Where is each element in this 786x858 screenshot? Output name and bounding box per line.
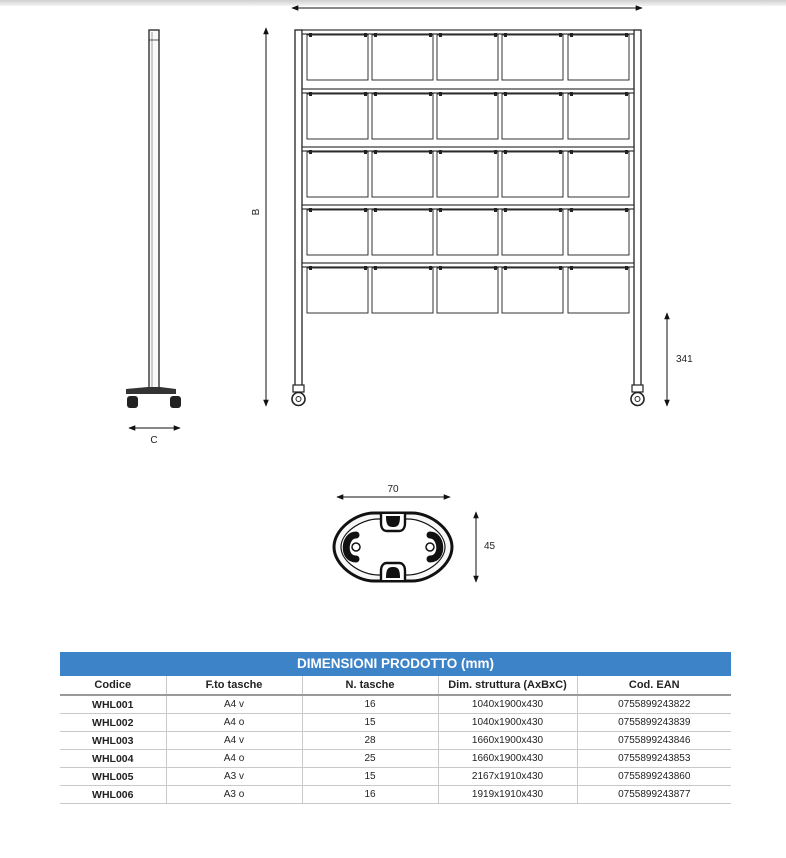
display-pocket xyxy=(502,35,563,80)
cell-numero: 15 xyxy=(302,768,438,786)
pocket-clip xyxy=(439,266,442,270)
cell-numero: 28 xyxy=(302,732,438,750)
cell-formato: A3 v xyxy=(166,768,302,786)
cell-ean: 0755899243839 xyxy=(577,714,731,732)
display-pocket xyxy=(372,268,433,313)
table-row xyxy=(60,714,731,732)
cell-codice: WHL004 xyxy=(60,750,166,768)
dim-wheel-height-label: 341 xyxy=(676,354,693,365)
cell-codice: WHL005 xyxy=(60,768,166,786)
pocket-clip xyxy=(374,33,377,37)
pocket-clip xyxy=(570,92,573,96)
display-pocket xyxy=(307,152,368,197)
cell-codice: WHL002 xyxy=(60,714,166,732)
profile-section xyxy=(334,484,496,582)
front-view xyxy=(292,30,644,406)
display-pocket xyxy=(372,35,433,80)
cell-dimensioni: 1660x1900x430 xyxy=(438,732,577,750)
dim-b-label: B xyxy=(251,208,262,216)
side-base xyxy=(126,387,176,394)
table-row xyxy=(60,768,731,786)
display-pocket xyxy=(437,35,498,80)
display-pocket xyxy=(437,152,498,197)
display-pocket xyxy=(307,94,368,139)
cell-formato: A4 v xyxy=(166,732,302,750)
pocket-clip xyxy=(494,33,497,37)
pocket-clip xyxy=(504,33,507,37)
cell-ean: 0755899243860 xyxy=(577,768,731,786)
pocket-clip xyxy=(570,33,573,37)
pocket-clip xyxy=(559,266,562,270)
cell-formato: A4 v xyxy=(166,695,302,714)
pocket-clip xyxy=(309,150,312,154)
display-pocket xyxy=(307,268,368,313)
side-pole xyxy=(149,30,159,392)
pocket-clip xyxy=(559,208,562,212)
profile-height-label: 45 xyxy=(484,541,496,552)
pocket-clip xyxy=(494,208,497,212)
front-wheel-left xyxy=(292,393,305,406)
pocket-clip xyxy=(439,150,442,154)
display-pocket xyxy=(502,268,563,313)
cell-ean: 0755899243877 xyxy=(577,786,731,804)
pocket-clip xyxy=(309,266,312,270)
side-wheel-right xyxy=(170,396,181,408)
pocket-clip xyxy=(309,92,312,96)
shelf-rail xyxy=(302,30,634,34)
table-row xyxy=(60,695,731,714)
dimensions-table xyxy=(60,652,731,804)
pocket-clip xyxy=(570,266,573,270)
pocket-clip xyxy=(439,33,442,37)
cell-codice: WHL003 xyxy=(60,732,166,750)
cell-codice: WHL006 xyxy=(60,786,166,804)
pocket-clip xyxy=(429,92,432,96)
pocket-clip xyxy=(494,150,497,154)
cell-numero: 15 xyxy=(302,714,438,732)
pocket-clip xyxy=(559,92,562,96)
pocket-clip xyxy=(570,150,573,154)
table-header-row xyxy=(60,676,731,695)
pocket-clip xyxy=(504,266,507,270)
pocket-clip xyxy=(374,208,377,212)
pocket-clip xyxy=(504,92,507,96)
cell-formato: A4 o xyxy=(166,714,302,732)
table-title: DIMENSIONI PRODOTTO (mm) xyxy=(60,652,731,676)
side-wheel-left xyxy=(127,396,138,408)
pocket-clip xyxy=(494,266,497,270)
shelf-rail xyxy=(302,205,634,209)
front-caster-right-block xyxy=(632,385,643,392)
table-row xyxy=(60,732,731,750)
cell-numero: 16 xyxy=(302,786,438,804)
pocket-clip xyxy=(309,208,312,212)
cell-dimensioni: 1040x1900x430 xyxy=(438,714,577,732)
header-codice-ean: Cod. EAN xyxy=(577,676,731,695)
display-pocket xyxy=(307,35,368,80)
display-pocket xyxy=(568,94,629,139)
display-pocket xyxy=(437,94,498,139)
pocket-clip xyxy=(559,150,562,154)
display-pocket xyxy=(372,152,433,197)
pocket-clip xyxy=(364,208,367,212)
pocket-clip xyxy=(429,150,432,154)
table-row xyxy=(60,750,731,768)
pocket-clip xyxy=(494,92,497,96)
cell-ean: 0755899243853 xyxy=(577,750,731,768)
pocket-clip xyxy=(439,92,442,96)
pocket-clip xyxy=(625,33,628,37)
display-pocket xyxy=(437,210,498,255)
cell-formato: A3 o xyxy=(166,786,302,804)
cell-formato: A4 o xyxy=(166,750,302,768)
pocket-clip xyxy=(570,208,573,212)
pocket-clip xyxy=(374,92,377,96)
display-pocket xyxy=(568,268,629,313)
cell-dimensioni: 1660x1900x430 xyxy=(438,750,577,768)
side-view xyxy=(126,30,181,446)
display-pocket xyxy=(568,35,629,80)
header-formato-tasche: F.to tasche xyxy=(166,676,302,695)
dim-c-label: C xyxy=(150,435,158,446)
profile-width-label: 70 xyxy=(387,484,399,495)
table-row xyxy=(60,786,731,804)
cell-numero: 25 xyxy=(302,750,438,768)
front-post-right xyxy=(634,30,641,387)
shelf-rail xyxy=(302,89,634,93)
display-pocket xyxy=(502,210,563,255)
cell-ean: 0755899243846 xyxy=(577,732,731,750)
display-pocket xyxy=(568,210,629,255)
front-caster-left-block xyxy=(293,385,304,392)
cell-numero: 16 xyxy=(302,695,438,714)
pocket-clip xyxy=(364,92,367,96)
display-pocket xyxy=(372,210,433,255)
display-pocket xyxy=(502,152,563,197)
cell-dimensioni: 1919x1910x430 xyxy=(438,786,577,804)
pocket-clip xyxy=(374,150,377,154)
pocket-clip xyxy=(625,208,628,212)
pocket-clip xyxy=(429,266,432,270)
pocket-clip xyxy=(504,208,507,212)
cell-ean: 0755899243822 xyxy=(577,695,731,714)
pocket-clip xyxy=(625,92,628,96)
pocket-clip xyxy=(429,33,432,37)
pocket-clip xyxy=(374,266,377,270)
shelf-rail xyxy=(302,263,634,267)
front-post-left xyxy=(295,30,302,387)
pocket-clip xyxy=(625,266,628,270)
pocket-clip xyxy=(364,266,367,270)
pocket-clip xyxy=(439,208,442,212)
front-wheel-right xyxy=(631,393,644,406)
header-numero-tasche: N. tasche xyxy=(302,676,438,695)
shelf-rail xyxy=(302,147,634,151)
display-pocket xyxy=(502,94,563,139)
cell-dimensioni: 1040x1900x430 xyxy=(438,695,577,714)
display-pocket xyxy=(568,152,629,197)
pocket-clip xyxy=(364,150,367,154)
cell-codice: WHL001 xyxy=(60,695,166,714)
cell-dimensioni: 2167x1910x430 xyxy=(438,768,577,786)
display-pocket xyxy=(437,268,498,313)
display-pocket xyxy=(307,210,368,255)
display-pocket xyxy=(372,94,433,139)
pocket-clip xyxy=(429,208,432,212)
pocket-clip xyxy=(309,33,312,37)
header-codice: Codice xyxy=(60,676,166,695)
header-dimensioni-struttura: Dim. struttura (AxBxC) xyxy=(438,676,577,695)
pocket-clip xyxy=(504,150,507,154)
pocket-clip xyxy=(559,33,562,37)
pocket-clip xyxy=(625,150,628,154)
pocket-clip xyxy=(364,33,367,37)
